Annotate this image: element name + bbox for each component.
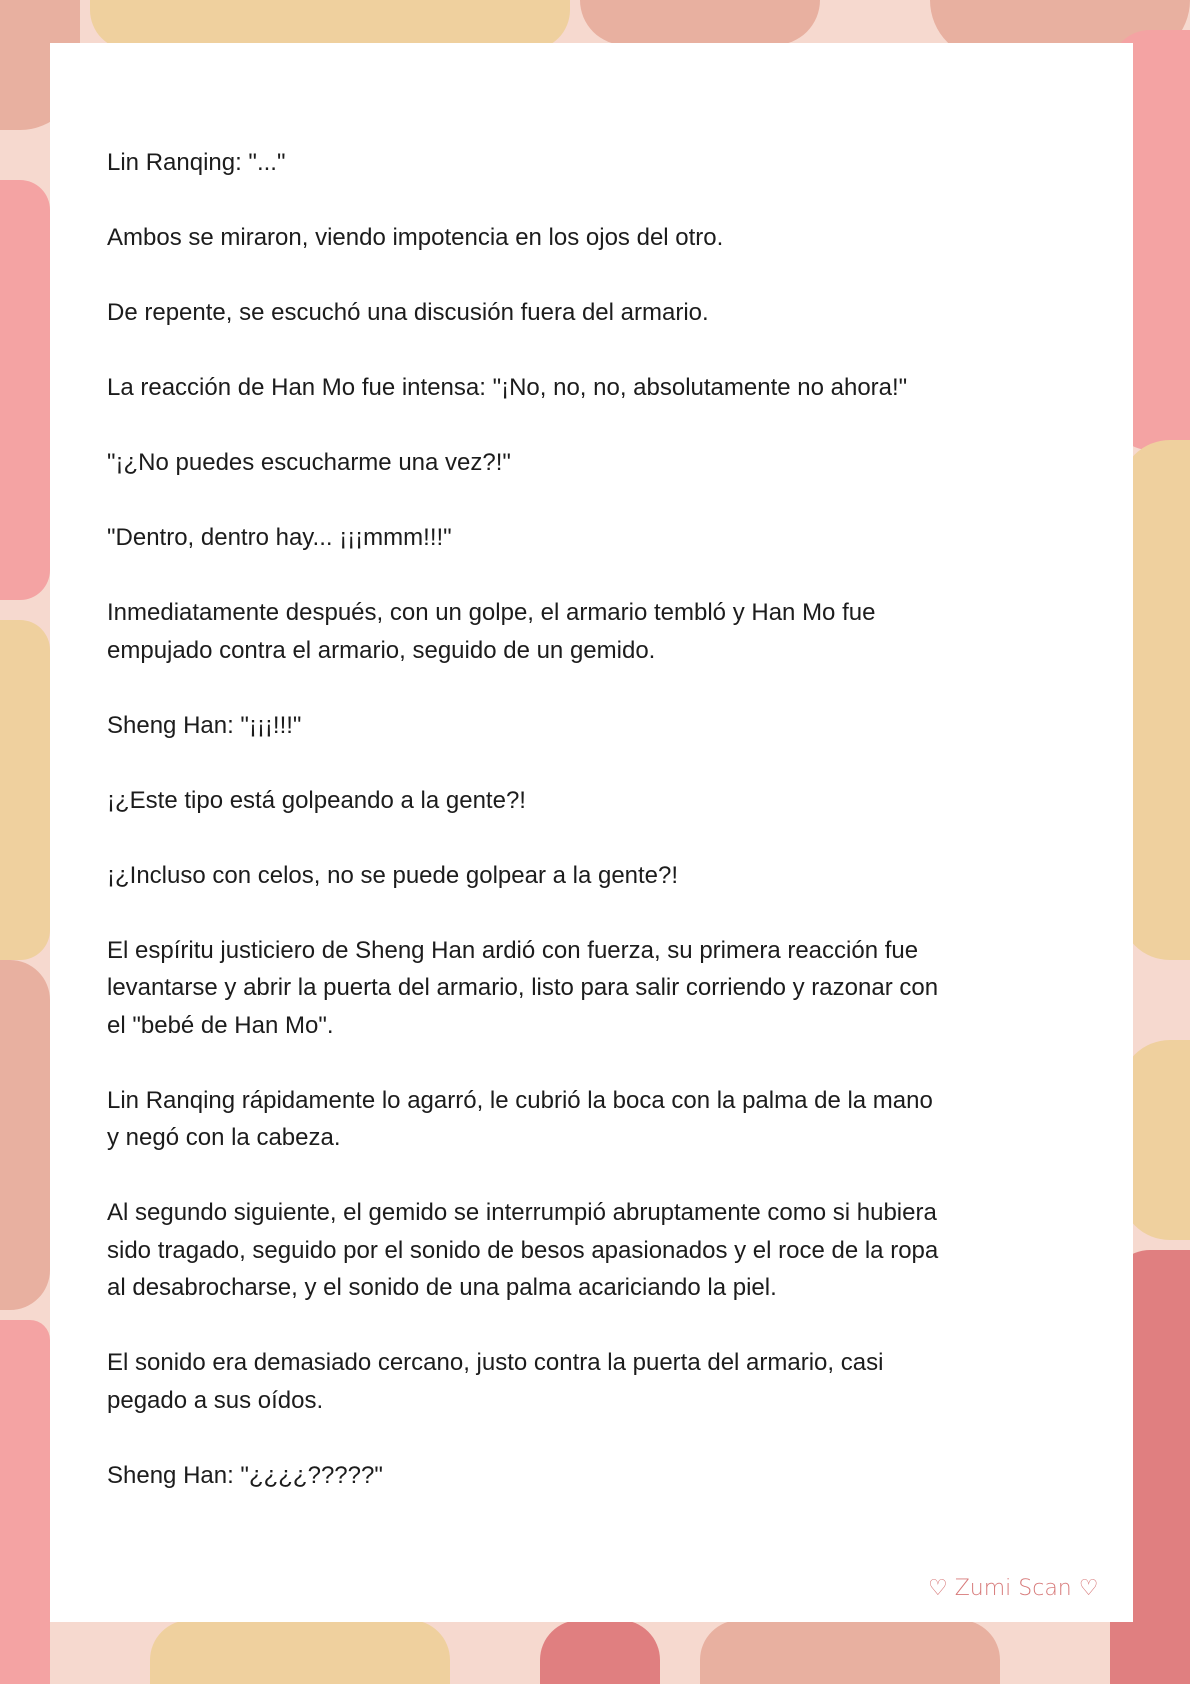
paragraph bbox=[107, 369, 1107, 407]
chapter-text bbox=[107, 144, 1107, 1532]
text-line: "Dentro, dentro hay... ¡¡¡mmm!!!" bbox=[107, 524, 452, 551]
text-line: sido tragado, seguido por el sonido de besos apasionados y el roce de la ropa bbox=[107, 1236, 939, 1264]
paragraph bbox=[107, 519, 1107, 557]
text-line: Inmediatamente después, con un golpe, el armario tembló y Han Mo fue bbox=[107, 599, 876, 626]
text-line: Lin Ranqing rápidamente lo agarró, le cubrió la boca con la palma de la mano bbox=[107, 1086, 933, 1114]
salmon-shape bbox=[580, 0, 820, 45]
text-line: pegado a sus oídos. bbox=[107, 1386, 324, 1414]
paragraph bbox=[107, 219, 1107, 257]
paragraph bbox=[107, 782, 1107, 820]
paragraph bbox=[107, 1457, 1107, 1495]
text-line: empujado contra el armario, seguido de un gemido. bbox=[107, 636, 656, 664]
text-line: Sheng Han: "¿¿¿¿?????" bbox=[107, 1461, 383, 1489]
scanlation-signature: ♡ Zumi Scan ♡ bbox=[928, 1576, 1099, 1601]
paragraph bbox=[107, 932, 1107, 1045]
beige-shape bbox=[150, 1620, 450, 1684]
paragraph bbox=[107, 444, 1107, 482]
text-line: al desabrocharse, y el sonido de una palma acariciando la piel. bbox=[107, 1274, 777, 1301]
text-line: Al segundo siguiente, el gemido se interrumpió abruptamente como si hubiera bbox=[107, 1199, 937, 1226]
text-line: ¡¿Incluso con celos, no se puede golpear a la gente?! bbox=[107, 861, 679, 889]
text-line: ¡¿Este tipo está golpeando a la gente?! bbox=[107, 786, 526, 814]
pink-shape bbox=[0, 1320, 50, 1684]
paragraph bbox=[107, 1082, 1107, 1157]
beige-shape bbox=[0, 620, 50, 960]
salmon-shape bbox=[700, 1620, 1000, 1684]
text-line: Ambos se miraron, viendo impotencia en los ojos del otro. bbox=[107, 224, 724, 251]
paragraph bbox=[107, 294, 1107, 332]
text-line: levantarse y abrir la puerta del armario, listo para salir corriendo y razonar con bbox=[107, 974, 939, 1001]
text-line: el "bebé de Han Mo". bbox=[107, 1011, 334, 1039]
paragraph bbox=[107, 857, 1107, 895]
pink-shape bbox=[0, 180, 50, 600]
text-line: "¡¿No puedes escucharme una vez?!" bbox=[107, 449, 511, 476]
text-line: Sheng Han: "¡¡¡!!!" bbox=[107, 711, 302, 739]
paragraph bbox=[107, 144, 1107, 182]
text-line: De repente, se escuchó una discusión fuera del armario. bbox=[107, 299, 709, 326]
text-line: La reacción de Han Mo fue intensa: "¡No, no, no, absolutamente no ahora!" bbox=[107, 374, 908, 401]
paragraph bbox=[107, 707, 1107, 745]
rose-shape bbox=[540, 1620, 660, 1684]
text-line: El sonido era demasiado cercano, justo contra la puerta del armario, casi bbox=[107, 1349, 884, 1376]
paragraph bbox=[107, 1194, 1107, 1307]
text-line: El espíritu justiciero de Sheng Han ardió con fuerza, su primera reacción fue bbox=[107, 936, 919, 964]
paragraph bbox=[107, 594, 1107, 669]
text-line: y negó con la cabeza. bbox=[107, 1124, 341, 1151]
paragraph bbox=[107, 1344, 1107, 1419]
text-line: Lin Ranqing: "..." bbox=[107, 149, 286, 176]
salmon-shape bbox=[0, 960, 50, 1310]
